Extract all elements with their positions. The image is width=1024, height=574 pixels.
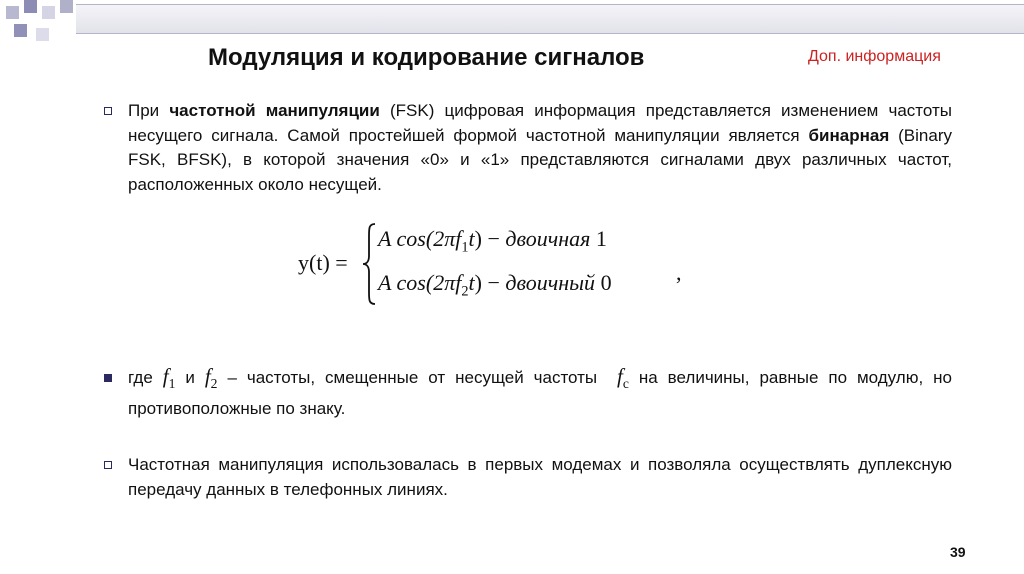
header-bar xyxy=(76,4,1024,34)
paragraph-frequency-note: где $f_1$ и $f_2$ – частоты, смещенные от несущей частоты $f_c$ на величины, равные по модулю, но противоположные по знаку. xyxy=(128,364,952,418)
decor-square xyxy=(42,6,55,19)
paragraph-fsk-intro: При частотной манипуляции (FSK) цифровая информация представляется изменением частоты несущего сигнала. Самой простейшей формой частотной манипуляции является бинарная (Binary FSK, BFSK), в которой значения «0» и «1» представляются сигналами двух различных частот, расположенных около несущей. xyxy=(128,101,952,194)
curly-brace-icon xyxy=(362,222,376,306)
bullet-square-icon xyxy=(104,461,112,469)
decor-square xyxy=(24,0,37,13)
formula-case-1: A $\cos(2\pi f_1t)$ − двоичная 1 xyxy=(378,226,607,256)
formula-lhs: y(t) = xyxy=(298,250,348,275)
page-number: 39 xyxy=(950,544,966,560)
fsk-formula xyxy=(298,222,698,306)
slide-title: Модуляция и кодирование сигналов xyxy=(208,44,645,71)
formula-case-2: A $\cos(2\pi f_2t)$ − двоичный 0 xyxy=(378,270,612,300)
bullet-square-icon xyxy=(104,107,112,115)
formula-comma: , xyxy=(676,260,682,285)
term-fsk: частотной манипуляции xyxy=(169,101,380,120)
decor-square xyxy=(36,28,49,41)
decor-square xyxy=(6,6,19,19)
corner-decoration xyxy=(0,0,76,46)
term-binary: бинарная xyxy=(808,125,890,145)
paragraph-modems: Частотная манипуляция использовалась в первых модемах и позволяла осуществлять дуплексную передачу данных в телефонных линиях. xyxy=(128,455,952,499)
decor-square xyxy=(14,24,27,37)
bullet-square-icon xyxy=(104,374,112,382)
decor-square xyxy=(60,0,73,13)
extra-info-link[interactable]: Доп. информация xyxy=(808,48,941,65)
